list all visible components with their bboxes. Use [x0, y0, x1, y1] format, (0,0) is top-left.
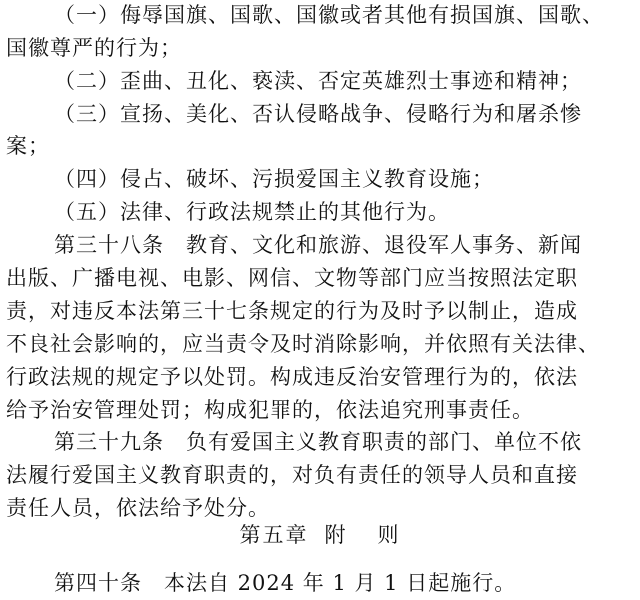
clause-item-1-line-2: 国徽尊严的行为； — [6, 36, 182, 60]
clause-item-4: （四）侵占、破坏、污损爱国主义教育设施； — [54, 167, 494, 191]
clause-item-2: （二）歪曲、丑化、亵渎、否定英雄烈士事迹和精神； — [54, 69, 582, 93]
chapter-number: 第五章 — [239, 523, 309, 547]
article-38-line-4: 不良社会影响的，应当责令及时消除影响，并依照有关法律、 — [6, 332, 600, 356]
clause-item-5: （五）法律、行政法规禁止的其他行为。 — [54, 200, 450, 224]
article-38-line-1: 第三十八条 教育、文化和旅游、退役军人事务、新闻 — [54, 233, 582, 257]
chapter-title-part-2: 则 — [377, 523, 401, 547]
article-39-line-1: 第三十九条 负有爱国主义教育职责的部门、单位不依 — [54, 430, 582, 454]
chapter-title-part-1: 附 — [324, 523, 348, 547]
article-38-line-6: 给予治安管理处罚；构成犯罪的，依法追究刑事责任。 — [6, 398, 534, 422]
clause-item-3-line-2: 案； — [6, 134, 50, 158]
article-38-line-2: 出版、广播电视、电影、网信、文物等部门应当按照法定职 — [6, 266, 578, 290]
clause-item-1-line-1: （一）侮辱国旗、国歌、国徽或者其他有损国旗、国歌、 — [54, 3, 604, 27]
chapter-heading — [0, 520, 640, 550]
article-39-line-3: 责任人员，依法给予处分。 — [6, 496, 270, 520]
article-38-line-3: 责，对违反本法第三十七条规定的行为及时予以制止，造成 — [6, 299, 578, 323]
article-38-line-5: 行政法规的规定予以处罚。构成违反治安管理行为的，依法 — [6, 365, 578, 389]
clause-item-3-line-1: （三）宣扬、美化、否认侵略战争、侵略行为和屠杀惨 — [54, 102, 582, 126]
article-39-line-2: 法履行爱国主义教育职责的，对负有责任的领导人员和直接 — [6, 463, 578, 487]
article-40: 第四十条 本法自 2024 年 1 月 1 日起施行。 — [54, 571, 517, 595]
